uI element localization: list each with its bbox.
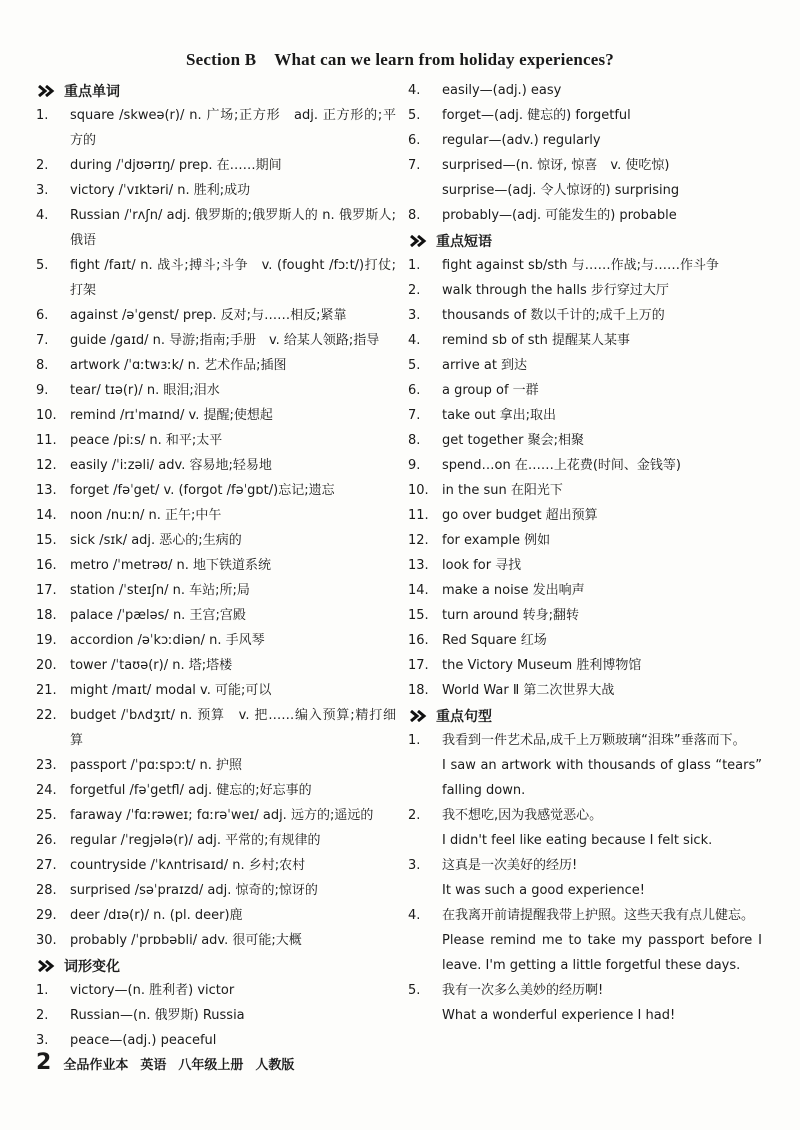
item-text: Red Square 红场 — [442, 633, 547, 648]
vocab-item — [36, 303, 396, 328]
item-number: 5. — [408, 983, 421, 998]
item-number: 10. — [408, 483, 429, 498]
sentence-item — [408, 803, 762, 853]
footer-edition: 人教版 — [255, 1058, 295, 1073]
item-text: regular—(adv.) regularly — [442, 133, 601, 148]
vocab-item — [36, 353, 396, 378]
item-number: 3. — [36, 183, 49, 198]
item-text: forgetful /fəˈgetfl/ adj. 健忘的;好忘事的 — [70, 783, 312, 798]
item-text: thousands of 数以千计的;成千上万的 — [442, 308, 665, 323]
item-text: in the sun 在阳光下 — [442, 483, 563, 498]
item-text: during /ˈdjʊərɪŋ/ prep. 在……期间 — [70, 158, 282, 173]
item-text: faraway /ˈfɑːrəweɪ; fɑːrəˈweɪ/ adj. 远方的;遥远的 — [70, 808, 374, 823]
vocab-item — [36, 828, 396, 853]
vocab-item — [36, 628, 396, 653]
sentence-body — [442, 728, 762, 803]
item-number: 7. — [408, 158, 421, 173]
item-text: regular /ˈregjələ(r)/ adj. 平常的;有规律的 — [70, 833, 321, 848]
left-column — [36, 78, 396, 1053]
item-number: 19. — [36, 633, 57, 648]
item-number: 3. — [36, 1033, 49, 1048]
item-text: remind /rɪˈmaɪnd/ v. 提醒;使想起 — [70, 408, 273, 423]
forms-list-left — [36, 978, 396, 1053]
item-text: get together 聚会;相聚 — [442, 433, 584, 448]
item-number: 8. — [36, 358, 49, 373]
phrase-item — [408, 453, 762, 478]
vocab-item — [36, 903, 396, 928]
item-number: 2. — [408, 283, 421, 298]
item-text: budget /ˈbʌdʒɪt/ n. 预算 v. 把……编入预算;精打细算 — [70, 708, 396, 748]
item-text: palace /ˈpæləs/ n. 王宫;宫殿 — [70, 608, 246, 623]
form-item — [408, 128, 762, 153]
item-number: 7. — [36, 333, 49, 348]
item-number: 6. — [408, 383, 421, 398]
item-text: forget /fəˈget/ v. (forgot /fəˈgɒt/)忘记;遗忘 — [70, 483, 335, 498]
heading-forms-label: 词形变化 — [64, 958, 120, 975]
item-number: 20. — [36, 658, 57, 673]
item-text: victory—(n. 胜利者) victor — [70, 983, 235, 998]
sentence-english: It was such a good experience! — [442, 883, 646, 898]
item-text: deer /dɪə(r)/ n. (pl. deer)鹿 — [70, 908, 243, 923]
item-text: square /skweə(r)/ n. 广场;正方形 adj. 正方形的;平方的 — [70, 108, 396, 148]
item-number: 4. — [36, 208, 49, 223]
item-number: 12. — [408, 533, 429, 548]
vocab-item — [36, 703, 396, 753]
item-text: tower /ˈtaʊə(r)/ n. 塔;塔楼 — [70, 658, 233, 673]
item-text: station /ˈsteɪʃn/ n. 车站;所;局 — [70, 583, 250, 598]
item-number: 9. — [408, 458, 421, 473]
item-text: peace /piːs/ n. 和平;太平 — [70, 433, 223, 448]
sentence-body — [442, 853, 762, 903]
vocab-item — [36, 203, 396, 253]
item-number: 30. — [36, 933, 57, 948]
heading-vocab-label: 重点单词 — [64, 83, 120, 100]
vocab-item — [36, 103, 396, 153]
item-text: fight /faɪt/ n. 战斗;搏斗;斗争 v. (fought /fɔːt/)打仗;打架 — [70, 258, 396, 298]
item-number: 8. — [408, 208, 421, 223]
item-number: 10. — [36, 408, 57, 423]
phrase-item — [408, 303, 762, 328]
phrase-item — [408, 578, 762, 603]
item-text: go over budget 超出预算 — [442, 508, 598, 523]
item-number: 5. — [408, 108, 421, 123]
item-text: a group of 一群 — [442, 383, 539, 398]
vocab-item — [36, 753, 396, 778]
sentence-chinese: 我看到一件艺术品,成千上万颗玻璃“泪珠”垂落而下。 — [442, 733, 746, 748]
heading-vocab — [36, 78, 396, 103]
sentence-english: I saw an artwork with thousands of glass “tears” falling down. — [442, 758, 762, 798]
vocab-item — [36, 578, 396, 603]
item-number: 17. — [36, 583, 57, 598]
item-text: might /maɪt/ modal v. 可能;可以 — [70, 683, 272, 698]
phrase-item — [408, 528, 762, 553]
item-text: sick /sɪk/ adj. 恶心的;生病的 — [70, 533, 242, 548]
phrase-item — [408, 253, 762, 278]
item-text: easily /ˈiːzəli/ adv. 容易地;轻易地 — [70, 458, 272, 473]
item-number: 1. — [36, 983, 49, 998]
item-number: 2. — [36, 1008, 49, 1023]
double-chevron-icon — [410, 710, 432, 722]
item-number: 16. — [36, 558, 57, 573]
item-text: spend…on 在……上花费(时间、金钱等) — [442, 458, 681, 473]
item-number: 23. — [36, 758, 57, 773]
heading-sentences — [408, 703, 762, 728]
item-number: 21. — [36, 683, 57, 698]
item-number: 27. — [36, 858, 57, 873]
item-number: 25. — [36, 808, 57, 823]
item-text: victory /ˈvɪktəri/ n. 胜利;成功 — [70, 183, 251, 198]
phrase-item — [408, 553, 762, 578]
item-text: walk through the halls 步行穿过大厅 — [442, 283, 669, 298]
phrase-item — [408, 278, 762, 303]
item-number: 5. — [408, 358, 421, 373]
phrase-item — [408, 503, 762, 528]
form-item — [408, 153, 762, 178]
item-text: probably—(adj. 可能发生的) probable — [442, 208, 677, 223]
item-text-line2: surprise—(adj. 令人惊讶的) surprising — [442, 183, 680, 198]
item-text: fight against sb/sth 与……作战;与……作斗争 — [442, 258, 719, 273]
sentence-item — [408, 978, 762, 1028]
vocab-item — [36, 603, 396, 628]
item-number: 7. — [408, 408, 421, 423]
item-number: 13. — [36, 483, 57, 498]
item-number: 8. — [408, 433, 421, 448]
vocab-item — [36, 528, 396, 553]
sentence-chinese: 我有一次多么美妙的经历啊! — [442, 983, 604, 998]
right-column — [408, 78, 762, 1028]
phrase-item — [408, 353, 762, 378]
forms-list-right — [408, 78, 762, 228]
item-text: surprised—(n. 惊讶, 惊喜 v. 使吃惊) — [442, 158, 670, 173]
phrase-item — [408, 603, 762, 628]
item-number: 18. — [408, 683, 429, 698]
item-text: guide /gaɪd/ n. 导游;指南;手册 v. 给某人领路;指导 — [70, 333, 380, 348]
phrase-item — [408, 628, 762, 653]
item-text: noon /nuːn/ n. 正午;中午 — [70, 508, 222, 523]
phrase-list — [408, 253, 762, 703]
item-number: 14. — [408, 583, 429, 598]
vocab-item — [36, 378, 396, 403]
item-number: 2. — [36, 158, 49, 173]
item-number: 11. — [36, 433, 57, 448]
sentence-body — [442, 803, 762, 853]
form-item — [408, 203, 762, 228]
footer-grade: 八年级上册 — [178, 1058, 244, 1073]
item-text: remind sb of sth 提醒某人某事 — [442, 333, 631, 348]
phrase-item — [408, 478, 762, 503]
vocab-item — [36, 328, 396, 353]
item-text: tear/ tɪə(r)/ n. 眼泪;泪水 — [70, 383, 220, 398]
item-text: look for 寻找 — [442, 558, 522, 573]
item-text: metro /ˈmetrəʊ/ n. 地下铁道系统 — [70, 558, 272, 573]
item-number: 16. — [408, 633, 429, 648]
item-number: 4. — [408, 908, 421, 923]
item-text: Russian—(n. 俄罗斯) Russia — [70, 1008, 245, 1023]
item-text: for example 例如 — [442, 533, 551, 548]
item-text: artwork /ˈɑːtwɜːk/ n. 艺术作品;插图 — [70, 358, 287, 373]
item-text: make a noise 发出响声 — [442, 583, 585, 598]
sentence-item — [408, 903, 762, 978]
item-number: 6. — [408, 133, 421, 148]
sentence-english: Please remind me to take my passport before I leave. I'm getting a little forgetful these days. — [442, 933, 762, 973]
form-item — [408, 78, 762, 103]
vocab-item — [36, 653, 396, 678]
vocab-item — [36, 178, 396, 203]
item-number: 22. — [36, 708, 57, 723]
item-number: 15. — [408, 608, 429, 623]
footer-brand: 全品作业本 — [63, 1058, 129, 1073]
phrase-item — [408, 653, 762, 678]
page-footer — [36, 1050, 306, 1075]
item-text: Russian /ˈrʌʃn/ adj. 俄罗斯的;俄罗斯人的 n. 俄罗斯人;俄语 — [70, 208, 396, 248]
vocab-item — [36, 778, 396, 803]
item-text: countryside /ˈkʌntrisaɪd/ n. 乡村;农村 — [70, 858, 306, 873]
footer-subject: 英语 — [140, 1058, 167, 1073]
form-item — [36, 978, 396, 1003]
double-chevron-icon — [410, 235, 432, 247]
item-text: easily—(adj.) easy — [442, 83, 562, 98]
item-number: 4. — [408, 83, 421, 98]
item-number: 13. — [408, 558, 429, 573]
item-number: 6. — [36, 308, 49, 323]
item-number: 29. — [36, 908, 57, 923]
sentence-chinese: 我不想吃,因为我感觉恶心。 — [442, 808, 603, 823]
item-number: 17. — [408, 658, 429, 673]
item-number: 2. — [408, 808, 421, 823]
vocab-item — [36, 553, 396, 578]
item-text: the Victory Museum 胜利博物馆 — [442, 658, 642, 673]
phrase-item — [408, 403, 762, 428]
item-number: 14. — [36, 508, 57, 523]
vocab-item — [36, 453, 396, 478]
vocab-item — [36, 853, 396, 878]
item-text: arrive at 到达 — [442, 358, 528, 373]
vocab-item — [36, 928, 396, 953]
sentence-item — [408, 728, 762, 803]
double-chevron-icon — [38, 960, 60, 972]
item-text: turn around 转身;翻转 — [442, 608, 580, 623]
item-number: 4. — [408, 333, 421, 348]
item-number: 1. — [36, 108, 49, 123]
vocab-item — [36, 153, 396, 178]
item-text: forget—(adj. 健忘的) forgetful — [442, 108, 631, 123]
vocab-list — [36, 103, 396, 953]
section-question: What can we learn from holiday experiences? — [274, 50, 615, 69]
item-number: 12. — [36, 458, 57, 473]
double-chevron-icon — [38, 85, 60, 97]
item-text: peace—(adj.) peaceful — [70, 1033, 217, 1048]
phrase-item — [408, 678, 762, 703]
sentence-chinese: 在我离开前请提醒我带上护照。这些天我有点儿健忘。 — [442, 908, 755, 923]
phrase-item — [408, 378, 762, 403]
vocab-item — [36, 803, 396, 828]
vocab-item — [36, 403, 396, 428]
item-number: 1. — [408, 258, 421, 273]
vocab-item — [36, 878, 396, 903]
item-number: 3. — [408, 858, 421, 873]
item-number: 5. — [36, 258, 49, 273]
sentence-chinese: 这真是一次美好的经历! — [442, 858, 578, 873]
vocab-item — [36, 678, 396, 703]
item-number: 1. — [408, 733, 421, 748]
heading-phrases — [408, 228, 762, 253]
sentence-english: I didn't feel like eating because I felt sick. — [442, 833, 713, 848]
item-number: 15. — [36, 533, 57, 548]
item-text: against /əˈgenst/ prep. 反对;与……相反;紧靠 — [70, 308, 347, 323]
phrase-item — [408, 428, 762, 453]
heading-sentences-label: 重点句型 — [436, 708, 492, 725]
item-number: 26. — [36, 833, 57, 848]
sentence-item — [408, 853, 762, 903]
page-title — [0, 50, 800, 70]
sentence-body — [442, 903, 762, 978]
vocab-item — [36, 503, 396, 528]
sentence-list — [408, 728, 762, 1028]
item-text: probably /ˈprɒbəbli/ adv. 很可能;大概 — [70, 933, 302, 948]
item-text: take out 拿出;取出 — [442, 408, 557, 423]
item-text: surprised /səˈpraɪzd/ adj. 惊奇的;惊讶的 — [70, 883, 318, 898]
item-text: accordion /əˈkɔːdiən/ n. 手风琴 — [70, 633, 265, 648]
heading-phrases-label: 重点短语 — [436, 233, 492, 250]
phrase-item — [408, 328, 762, 353]
sentence-body — [442, 978, 762, 1028]
item-number: 18. — [36, 608, 57, 623]
vocab-item — [36, 478, 396, 503]
vocab-item — [36, 253, 396, 303]
item-number: 3. — [408, 308, 421, 323]
item-number: 24. — [36, 783, 57, 798]
item-number: 28. — [36, 883, 57, 898]
page-number: 2 — [36, 1050, 52, 1075]
vocab-item — [36, 428, 396, 453]
section-label: Section B — [185, 50, 257, 69]
heading-forms — [36, 953, 396, 978]
form-item — [36, 1003, 396, 1028]
item-number: 11. — [408, 508, 429, 523]
item-text: passport /ˈpɑːspɔːt/ n. 护照 — [70, 758, 243, 773]
item-text: World War Ⅱ 第二次世界大战 — [442, 683, 615, 698]
sentence-english: What a wonderful experience I had! — [442, 1008, 676, 1023]
item-number: 9. — [36, 383, 49, 398]
form-item — [408, 103, 762, 128]
